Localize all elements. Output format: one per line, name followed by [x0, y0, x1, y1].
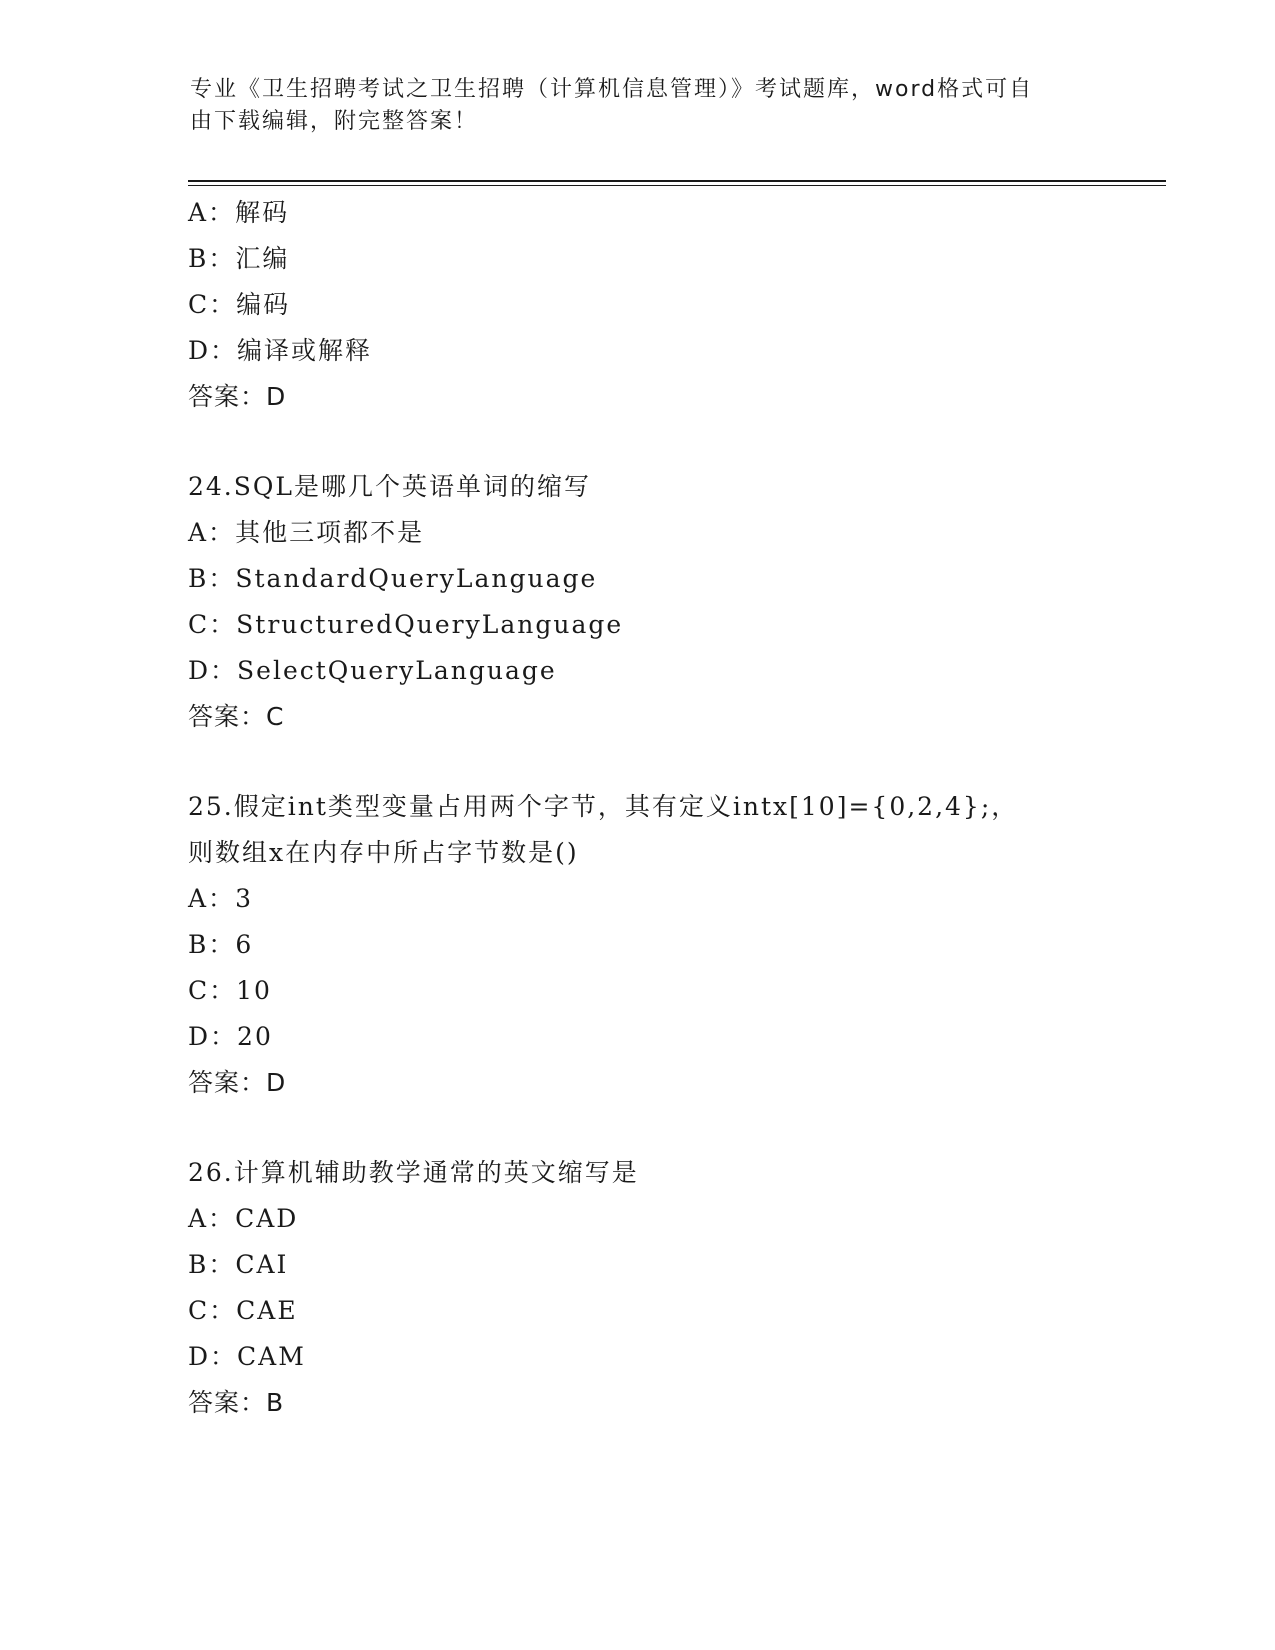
option-item [188, 876, 1138, 922]
option-item [188, 602, 1138, 648]
option-item [188, 1242, 1138, 1288]
option-label: B： [188, 244, 236, 273]
option-text: CAI [235, 1250, 289, 1279]
option-text: StructuredQueryLanguage [236, 610, 624, 639]
option-label: C： [188, 290, 237, 319]
header-divider-thin [188, 185, 1166, 186]
option-item [188, 1288, 1138, 1334]
option-text: 3 [235, 884, 253, 913]
answer-value: C [266, 702, 285, 731]
answer-value: D [266, 1068, 287, 1097]
option-item [188, 556, 1138, 602]
header-line-1: 专业《卫生招聘考试之卫生招聘（计算机信息管理）》考试题库，word格式可自 [190, 77, 1034, 102]
option-text: 编译或解释 [237, 336, 373, 365]
option-text: CAE [236, 1296, 298, 1325]
option-text: 6 [235, 930, 254, 959]
block-spacer [188, 740, 1138, 784]
option-text: 编码 [236, 290, 291, 319]
option-text: CAM [237, 1342, 306, 1371]
option-label: A： [188, 884, 236, 913]
option-label: C： [188, 1296, 237, 1325]
option-label: A： [188, 1204, 236, 1233]
question-text: 26.计算机辅助教学通常的英文缩写是 [188, 1158, 639, 1187]
option-label: B： [188, 930, 236, 959]
block-spacer [188, 1106, 1138, 1150]
option-item [188, 282, 1138, 328]
option-item [188, 648, 1138, 694]
block-spacer [188, 420, 1138, 464]
option-item [188, 922, 1138, 968]
option-text: 20 [237, 1022, 273, 1051]
answer-label: 答案： [188, 382, 267, 411]
question-text: 24.SQL是哪几个英语单词的缩写 [188, 472, 591, 501]
question-list [188, 190, 1138, 1426]
option-text: 其他三项都不是 [235, 518, 425, 547]
answer-label: 答案： [188, 1068, 267, 1097]
option-text: 汇编 [235, 244, 290, 273]
question-block [188, 1150, 1138, 1426]
option-item [188, 1014, 1138, 1060]
option-text: CAD [235, 1204, 299, 1233]
option-label: C： [188, 610, 237, 639]
option-text: StandardQueryLanguage [235, 564, 598, 593]
option-item [188, 1196, 1138, 1242]
option-label: D： [188, 1342, 238, 1371]
answer-value: B [266, 1388, 285, 1417]
question-block [188, 784, 1138, 1106]
answer-label: 答案： [188, 1388, 267, 1417]
option-label: A： [188, 198, 236, 227]
option-item [188, 190, 1138, 236]
option-item [188, 968, 1138, 1014]
answer-value: D [266, 382, 287, 411]
option-item [188, 328, 1138, 374]
answer-line [188, 374, 1138, 420]
option-item [188, 1334, 1138, 1380]
answer-label: 答案： [188, 702, 267, 731]
answer-line [188, 694, 1138, 740]
option-text: 解码 [235, 198, 290, 227]
option-label: A： [188, 518, 236, 547]
question-block [188, 190, 1138, 420]
header-divider-thick [188, 180, 1166, 182]
answer-line [188, 1060, 1138, 1106]
option-label: B： [188, 1250, 236, 1279]
question-text: 则数组x在内存中所占字节数是() [188, 838, 579, 867]
option-text: SelectQueryLanguage [237, 656, 557, 685]
option-item [188, 236, 1138, 282]
option-item [188, 510, 1138, 556]
question-text: 25.假定int类型变量占用两个字节，其有定义intx[10]={0,2,4};， [188, 792, 1019, 821]
header-line-2: 由下载编辑，附完整答案！ [190, 109, 479, 134]
document-header [190, 74, 1080, 138]
answer-line [188, 1380, 1138, 1426]
option-text: 10 [236, 976, 272, 1005]
option-label: D： [188, 336, 238, 365]
option-label: D： [188, 656, 238, 685]
option-label: B： [188, 564, 236, 593]
option-label: C： [188, 976, 237, 1005]
option-label: D： [188, 1022, 238, 1051]
question-block [188, 464, 1138, 740]
